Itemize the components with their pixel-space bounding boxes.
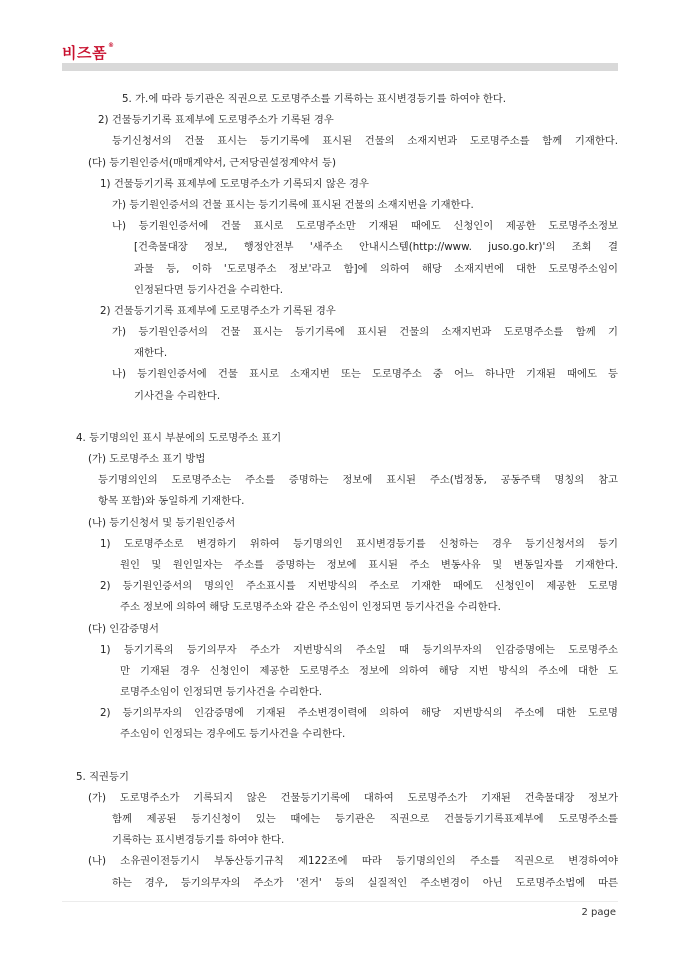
- text-line: 1) 도로명주소로 변경하기 위하여 등기명의인 표시변경등기를 신청하는 경우 등기신청서의 등기: [100, 537, 618, 550]
- text-line: 나) 등기원인증서에 건물 표시로 소재지번 또는 도로명주소 중 어느 하나만 기재된 때에도 등: [112, 368, 618, 381]
- text-line: 등기신청서의 건물 표시는 등기기록에 표시된 건물의 소재지번과 도로명주소를 함께 기재한다.: [112, 135, 618, 148]
- text-line: (가) 도로명주소 표기 방법: [88, 453, 206, 465]
- text-line: 가) 등기원인증서의 건물 표시는 등기기록에 표시된 건물의 소재지번과 도로명주소를 함께 기: [112, 326, 618, 339]
- text-line: 하는 경우, 등기의무자의 주소가 '전거' 등의 실질적인 주소변경이 아닌 도로명주소법에 따른: [112, 876, 618, 889]
- text-line: 등기명의인의 도로명주소는 주소를 증명하는 정보에 표시된 주소(법정동, 공동주택 명칭의 참고: [98, 474, 618, 487]
- text-line: 기사건을 수리한다.: [134, 389, 221, 402]
- spacer: [62, 407, 618, 428]
- text-line: (가) 도로명주소가 기록되지 않은 건물등기기록에 대하여 도로명주소가 기재된 건축물대장 정보가: [88, 791, 618, 804]
- text-line: (나) 소유권이전등기시 부동산등기규칙 제122조에 따라 등기명의인의 주소를 직권으로 변경하여야: [88, 855, 618, 868]
- text-line: 원인 및 원인일자는 주소를 증명하는 정보에 표시된 주소 변동사유 및 변동일자를 기재한다.: [120, 558, 618, 571]
- section-heading: 4. 등기명의인 표시 부분에의 도로명주소 표기: [76, 431, 282, 444]
- text-line: 2) 건물등기기록 표제부에 도로명주소가 기록된 경우: [98, 114, 334, 127]
- text-line: 1) 등기기록의 등기의무자 주소가 지번방식의 주소일 때 등기의무자의 인감증명에는 도로명주소: [100, 643, 618, 656]
- text-line: 가) 등기원인증서의 건물 표시는 등기기록에 표시된 건물의 소재지번을 기재한다.: [112, 198, 474, 211]
- registered-mark: ®: [107, 42, 115, 49]
- document-body: [62, 89, 618, 894]
- text-line: 과물 등, 이하 '도로명주소 정보'라고 함]에 의하여 해당 소재지번에 대한 도로명주소임이: [134, 262, 618, 275]
- text-line: 기록하는 표시변경등기를 하여야 한다.: [112, 834, 285, 847]
- text-line: 주소임이 인정되는 경우에도 등기사건을 수리한다.: [120, 728, 346, 741]
- text-line: 항목 포함)와 동일하게 기재한다.: [98, 495, 245, 508]
- text-line: 2) 등기의무자의 인감증명에 기재된 주소변경이력에 의하여 해당 지번방식의 주소에 대한 도로명: [100, 707, 618, 720]
- bizforms-logo: [62, 42, 114, 63]
- text-line: 2) 건물등기기록 표제부에 도로명주소가 기록된 경우: [100, 304, 336, 317]
- footer-rule: [62, 901, 618, 902]
- text-line: 2) 등기원인증서의 명의인 주소표시를 지번방식의 주소로 기재한 때에도 신청인이 제공한 도로명: [100, 580, 618, 593]
- text-line: 인정된다면 등기사건을 수리한다.: [134, 283, 284, 296]
- section-heading: 5. 직권등기: [76, 770, 129, 783]
- text-line: [건축물대장 정보, 행정안전부 '새주소 안내시스템(http://www. juso.go.kr)'의 조회 결: [134, 241, 618, 254]
- spacer: [62, 746, 618, 767]
- page-number: 2 page: [581, 907, 616, 918]
- logo-text: 비즈폼: [62, 44, 107, 62]
- text-line: 5. 가.에 따라 등기관은 직권으로 도로명주소를 기록하는 표시변경등기를 하여야 한다.: [122, 93, 507, 105]
- text-line: (다) 인감증명서: [88, 622, 159, 635]
- text-line: 1) 건물등기기록 표제부에 도로명주소가 기록되지 않은 경우: [100, 177, 369, 190]
- text-line: 재한다.: [134, 347, 168, 360]
- text-line: 주소 정보에 의하여 해당 도로명주소와 같은 주소임이 인정되면 등기사건을 수리한다.: [120, 601, 501, 614]
- text-line: 로명주소임이 인정되면 등기사건을 수리한다.: [120, 686, 323, 699]
- text-line: 만 기재된 경우 신청인이 제공한 도로명주소 정보에 의하여 해당 지번 방식의 주소에 대한 도: [120, 664, 618, 677]
- text-line: (나) 등기신청서 및 등기원인증서: [88, 516, 236, 529]
- header-bar: [62, 63, 618, 71]
- text-line: (다) 등기원인증서(매매계약서, 근저당권설정계약서 등): [88, 156, 336, 169]
- text-line: 함께 제공된 등기신청이 있는 때에는 등기관은 직권으로 건물등기기록표제부에 도로명주소를: [112, 813, 618, 825]
- text-line: 나) 등기원인증서에 건물 표시로 도로명주소만 기재된 때에도 신청인이 제공한 도로명주소정보: [112, 220, 618, 233]
